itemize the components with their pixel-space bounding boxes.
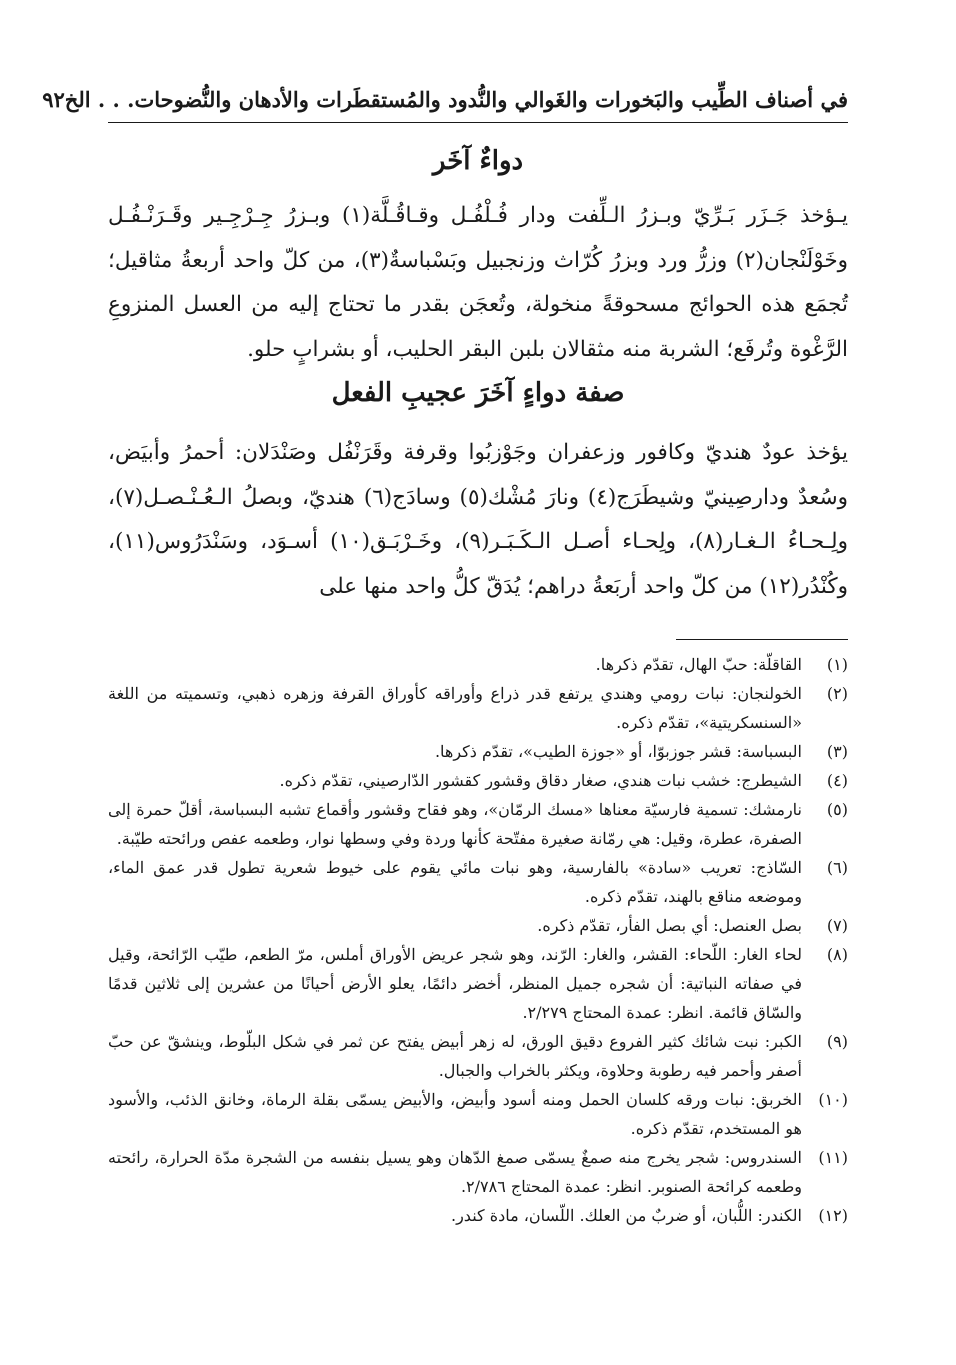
- footnote-text: البسباسة: قشر جوزبوّا، أو «جوزة الطيب»، تقدّم ذكرها.: [434, 742, 802, 761]
- footnote-number: (٣): [826, 742, 848, 761]
- footnote: [108, 1201, 848, 1230]
- footnote: [108, 1027, 848, 1085]
- footnote: [108, 853, 848, 911]
- footnote: [108, 650, 848, 679]
- section-body-1: يـؤخذ جَـزَر بَـرِّيّ وبـزرُ الـلِّفت ودار فُـلْفُـل وقـاقُـلَّة(١) وبـزرُ جِـرْجِـير وقَـرَنْـفُـل وخَوْلَنْجان(٢) وزرُّ ورد وبزرُ كُرّاث وزنجبيل وبَسْباسةٌ(٣)، من كلّ واحد أربعةُ مثاقيل؛ تُجمَع هذه الحوائج مسحوقةً منخولة، وتُعجَن بقدر ما تحتاج إليه من العسل المنزوعِ الرَّغْوة وتُرفَع؛ الشربة منه مثقالان بلبن البقر الحليب، أو بشرابٍ حلو.: [108, 203, 848, 362]
- footnote: [108, 1143, 848, 1201]
- footnote-number: (١١): [818, 1148, 848, 1167]
- footnote-number: (٩): [826, 1032, 848, 1051]
- page-number: ٩٢: [42, 86, 65, 112]
- footnote: [108, 911, 848, 940]
- section-title-1: دواءٌ آخَر: [432, 146, 524, 176]
- footnote-number: (١٠): [818, 1090, 848, 1109]
- footnotes-list: [108, 650, 848, 1230]
- footnote-text: بصل العنصل: أي بصل الفأر، تقدّم ذكره.: [537, 916, 802, 935]
- footnote: [108, 795, 848, 853]
- footnote-text: الخربق: نبات ورقه كلسان الحمل ومنه أسود وأبيض، والأبيض يسمّى بقلة الرماة، وخانق الذئب، والأسود هو المستخدم، تقدّم ذكره.: [108, 1090, 802, 1138]
- footnote: [108, 1085, 848, 1143]
- footnote-text: الخولنجان: نبات رومي وهندي يرتفع قدر ذراع وأوراقه كأوراق القرفة وزهره ذهبي، وتسميته من اللغة «السنسكريتية»، تقدّم ذكره.: [108, 684, 802, 732]
- footnote-text: نارمشك: تسمية فارسيّة معناها «مسك الرمّان»، وهو فقاح وقشور وأقماع تشبه البسباسة، أقلّ حمرة إلى الصفرة، عطرة، وقيل: هي رمّانة صغيرة مفتّحة كأنها وردة وفي وسطها نوار، وطعمه عفص ورائحته طيّبة.: [108, 800, 802, 848]
- footnote-number: (٤): [826, 771, 848, 790]
- header-rule: [108, 122, 848, 123]
- footnote: [108, 737, 848, 766]
- footnote: [108, 679, 848, 737]
- header-title: في أصناف الطِّيب والبَخورات والغَوالي والنُّدود والمُستقطَرات والأدهان والنُّضوحات. . . الخ: [64, 86, 848, 112]
- footnote-text: القاقلّة: حبّ الهال، تقدّم ذكرها.: [595, 655, 802, 674]
- footnote-number: (١): [826, 655, 848, 674]
- footnote-number: (٨): [826, 945, 848, 964]
- footnote: [108, 940, 848, 1027]
- footnote-separator: [676, 639, 848, 640]
- footnote-text: الكبر: نبت شائك كثير الفروع دقيق الورق، له زهر أبيض يفتح عن ثمر في شكل البلّوط، وينشقّ عن حبّ أصفر وأحمر فيه رطوبة وحلاوة، ويكثر بالخراب والجبال.: [108, 1032, 802, 1080]
- footnote-text: الكندر: اللُّبان، أو ضربٌ من العلك. اللّسان، مادة كندر.: [450, 1206, 802, 1225]
- section-title-2: صفة دواءٍ آخَرَ عجيبِ الفعل: [331, 378, 625, 408]
- footnote-text: السندروس: شجر يخرج منه صمغٌ يسمّى صمغ الدّهان وهو يسيل بنفسه من الشجرة مدّة الحرارة، رائحته وطعمه كرائحة الصنوبر. انظر: عمدة المحتاج ٢/٧٨٦.: [108, 1148, 802, 1196]
- footnote: [108, 766, 848, 795]
- footnote-number: (٥): [826, 800, 848, 819]
- footnote-text: لحاء الغار: اللّحاء: القشر، والغار: الرّند، وهو شجر عريض الأوراق أملس، مرّ الطعم، طيّب الرّائحة، وقيل في صفاته النباتية: أن شجره جميل المنظر، أخضر دائمًا، يعلو الأرض أحيانًا من عشرين إلى ثلاثين قدمًا والسّاق قائمة. انظر: عمدة المحتاج ٢/٢٧٩.: [108, 945, 802, 1022]
- section-body-2: يؤخذ عودٌ هنديّ وكافور وزعفران وجَوْزبُوا وقرفة وقَرَنْفُل وصَنْدَلان: أحمرُ وأبيَض، وسُعدٌ ودارصِينيّ وشيطَرَج(٤) ونارَ مُشْك(٥) وسادَج(٦) هنديّ، وبصلُ الـعُـنْـصـل(٧)، ولِـحـاءُ الـغـار(٨)، ولِحـاء أصـل الـكَـبَـر(٩)، وخَـرْبَـق(١٠) أسـوَد، وسَنْدَرُوس(١١)، وكُنْدُر(١٢) من كلّ واحد أربَعةُ دراهم؛ يُدَقّ كلُّ واحد منها على: [108, 440, 848, 599]
- footnote-number: (٢): [826, 684, 848, 703]
- footnote-number: (٧): [826, 916, 848, 935]
- footnote-text: السّاذج: تعريب «سادة» بالفارسية، وهو نبات مائي يقوم على خيوط شعرية تطول قدر عمق الماء، وموضعه مناقع بالهند، تقدّم ذكره.: [108, 858, 802, 906]
- footnote-number: (١٢): [818, 1206, 848, 1225]
- running-header: [42, 78, 848, 120]
- footnote-number: (٦): [826, 858, 848, 877]
- footnote-text: الشيطرج: خشب نبات هندي، صغار دقاق وقشور كقشور الدّارصيني، تقدّم ذكره.: [279, 771, 802, 790]
